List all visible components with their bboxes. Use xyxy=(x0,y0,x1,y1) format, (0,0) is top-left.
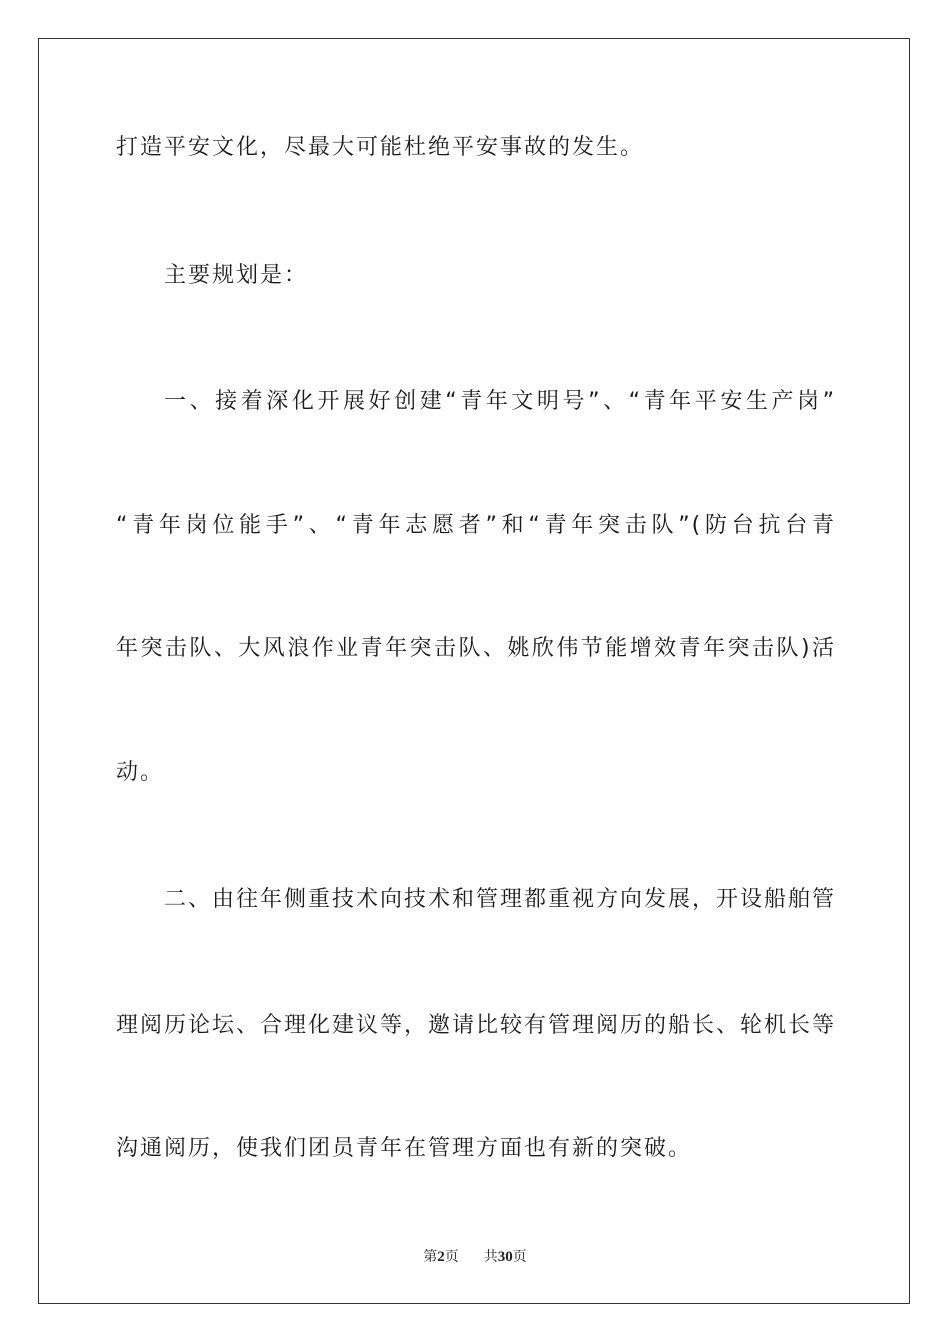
footer-page-suffix: 页 xyxy=(444,1249,459,1265)
footer-page-prefix: 第 xyxy=(423,1249,438,1265)
footer-total-prefix: 共 xyxy=(483,1249,498,1265)
paragraph-line-7: 二、由往年侧重技术向技术和管理都重视方向发展，开设船舶管 xyxy=(164,887,837,912)
paragraph-line-8: 理阅历论坛、合理化建议等，邀请比较有管理阅历的船长、轮机长等 xyxy=(116,1013,837,1038)
page-border xyxy=(38,38,910,1304)
paragraph-line-5: 年突击队、大风浪作业青年突击队、姚欣伟节能增效青年突击队)活 xyxy=(116,636,836,661)
footer-total-suffix: 页 xyxy=(512,1249,527,1265)
paragraph-heading-plans: 主要规划是： xyxy=(164,263,309,288)
page-footer xyxy=(0,1247,950,1267)
footer-total-pages: 30 xyxy=(497,1249,513,1265)
paragraph-line-9: 沟通阅历，使我们团员青年在管理方面也有新的突破。 xyxy=(116,1136,693,1161)
paragraph-line-1: 打造平安文化，尽最大可能杜绝平安事故的发生。 xyxy=(116,135,645,160)
paragraph-line-3: 一、接着深化开展好创建“青年文明号”、“青年平安生产岗” xyxy=(164,389,836,414)
paragraph-line-6: 动。 xyxy=(116,760,165,785)
paragraph-line-4: “青年岗位能手”、“青年志愿者”和“青年突击队”(防台抗台青 xyxy=(116,513,836,538)
footer-page-number: 2 xyxy=(437,1249,445,1265)
